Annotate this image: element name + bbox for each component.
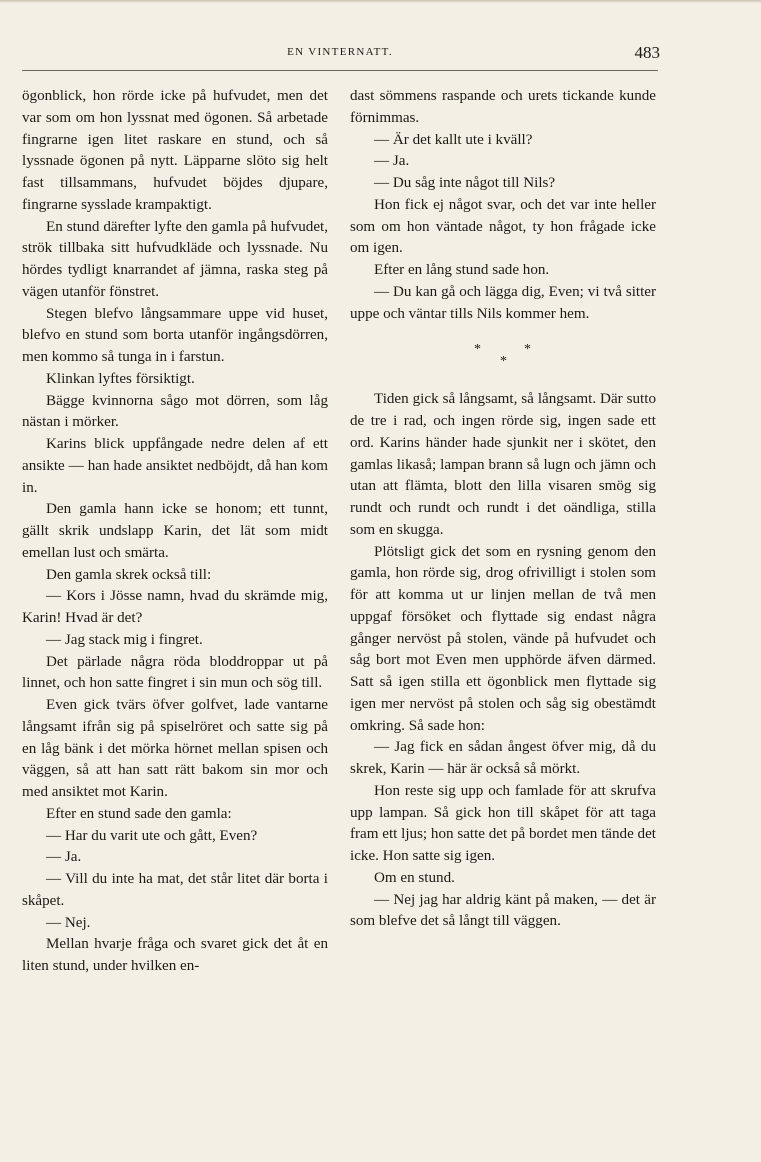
running-header bbox=[22, 40, 658, 71]
paragraph: Efter en stund sade den gamla: bbox=[46, 805, 232, 822]
paragraph: Bägge kvinnorna sågo mot dörren, som låg nästan i mörker. bbox=[22, 392, 328, 431]
paragraph: — Ja. bbox=[46, 849, 82, 866]
paragraph: — Är det kallt ute i kväll? bbox=[374, 131, 533, 148]
paragraph: — Nej jag har aldrig känt på maken, — det är som blefve det så långt till väggen. bbox=[350, 891, 656, 930]
paragraph: — Vill du inte ha mat, det står litet där borta i skåpet. bbox=[22, 871, 328, 909]
paragraph: Hon reste sig upp och famlade för att skrufva upp lampan. Så gick hon till skåpet för att taga fram ett ljus; hon satte det på bordet men tände det icke. Hon satte sig igen. bbox=[350, 782, 656, 864]
paragraph: Stegen blefvo långsammare uppe vid huset, blefvo en stund som borta utanför ingångsdörren, men kommo så tunga in i farstun. bbox=[22, 305, 328, 365]
paragraph: — Jag fick en sådan ångest öfver mig, då du skrek, Karin — här är också så mörkt. bbox=[350, 739, 656, 777]
paragraph: Efter en lång stund sade hon. bbox=[374, 262, 550, 278]
section-break-asterism bbox=[350, 325, 656, 389]
paragraph: — Nej. bbox=[46, 914, 91, 931]
paragraph: — Du såg inte något till Nils? bbox=[374, 175, 556, 191]
paragraph: Plötsligt gick det som en rysning genom den gamla, hon rörde sig, drog ofrivilligt i stolen som för att komma ut ur linjen mellan de två men uppgaf försöket och flyttade sig endast några gånger nervöst på stolen, vände på hufvudet och såg bort mot Even men upphörde äfven därmed. Satt så igen stilla ett ögonblick men flyttade sig igen mer nervöst på stolen och såg sig obestämdt omkring. Så sade hon: bbox=[350, 543, 656, 734]
paragraph: — Har du varit ute och gått, Even? bbox=[46, 827, 258, 844]
asterism-star: * bbox=[474, 342, 481, 358]
paragraph: — Jag stack mig i fingret. bbox=[46, 631, 203, 648]
paragraph: Den gamla hann icke se honom; ett tunnt, gällt skrik undslapp Karin, det lät som midt emellan lust och smärta. bbox=[22, 501, 328, 561]
paragraph: — Du kan gå och lägga dig, Even; vi två sitter uppe och väntar tills Nils kommer hem. bbox=[350, 283, 656, 322]
paragraph: Det pärlade några röda bloddroppar ut på linnet, och hon satte fingret i sin mun och sög till. bbox=[22, 653, 328, 692]
left-column bbox=[22, 86, 328, 978]
page-top-edge bbox=[0, 0, 761, 3]
paragraph: Klinkan lyftes försiktigt. bbox=[46, 370, 195, 387]
right-column bbox=[350, 86, 656, 933]
running-title: EN VINTERNATT. bbox=[287, 46, 393, 58]
asterism-star: * bbox=[500, 354, 507, 370]
paragraph: Den gamla skrek också till: bbox=[46, 566, 212, 583]
paragraph: ögonblick, hon rörde icke på hufvudet, men det var som om hon lyssnat med ögonen. Så arbetade fingrarne igen litet raskare en stund, och så lyssnade ögonen på nytt. Läpparne slöto sig helt fast tillsammans, hufvudet böjdes djupare, fingrarne sysslade krampaktigt. bbox=[22, 88, 328, 213]
paragraph: Mellan hvarje fråga och svaret gick det åt en liten stund, under hvilken en- bbox=[22, 936, 328, 974]
paragraph: dast sömmens raspande och urets tickande kunde förnimmas. bbox=[350, 88, 656, 126]
page-number: 483 bbox=[634, 43, 660, 62]
paragraph: Even gick tvärs öfver golfvet, lade vantarne långsamt ifrån sig på spiselröret och satte sig på en låg bänk i det mörka hörnet mellan spisen och väggen, så att han satt rätt bakom sin mor och med ansiktet mot Karin. bbox=[22, 697, 328, 800]
paragraph: En stund därefter lyfte den gamla på hufvudet, strök tillbaka sitt hufvudkläde och lyssnade. Nu hördes tydligt knarrandet af jämna, raska steg på vägen utanför fönstret. bbox=[22, 218, 328, 300]
paragraph: — Kors i Jösse namn, hvad du skrämde mig, Karin! Hvad är det? bbox=[22, 588, 328, 626]
asterism-star: * bbox=[524, 342, 531, 358]
paragraph: Tiden gick så långsamt, så långsamt. Där sutto de tre i rad, och ingen rörde sig, ingen sade ett ord. Karins händer hade sjunkit ner i skötet, den gamlas likaså; lampan brann så lugn och jämn och utan att flämta, blott den lilla visaren smög sig rundt och rundt och rundt i det oändliga, stilla som en skugga. bbox=[350, 391, 656, 538]
paragraph: Hon fick ej något svar, och det var inte heller som om hon väntade något, ty hon frågade icke om igen. bbox=[350, 196, 656, 257]
paragraph: Om en stund. bbox=[374, 869, 455, 886]
paragraph: Karins blick uppfångade nedre delen af ett ansikte — han hade ansiktet nedböjdt, då han kom in. bbox=[22, 436, 328, 496]
paragraph: — Ja. bbox=[374, 153, 410, 170]
